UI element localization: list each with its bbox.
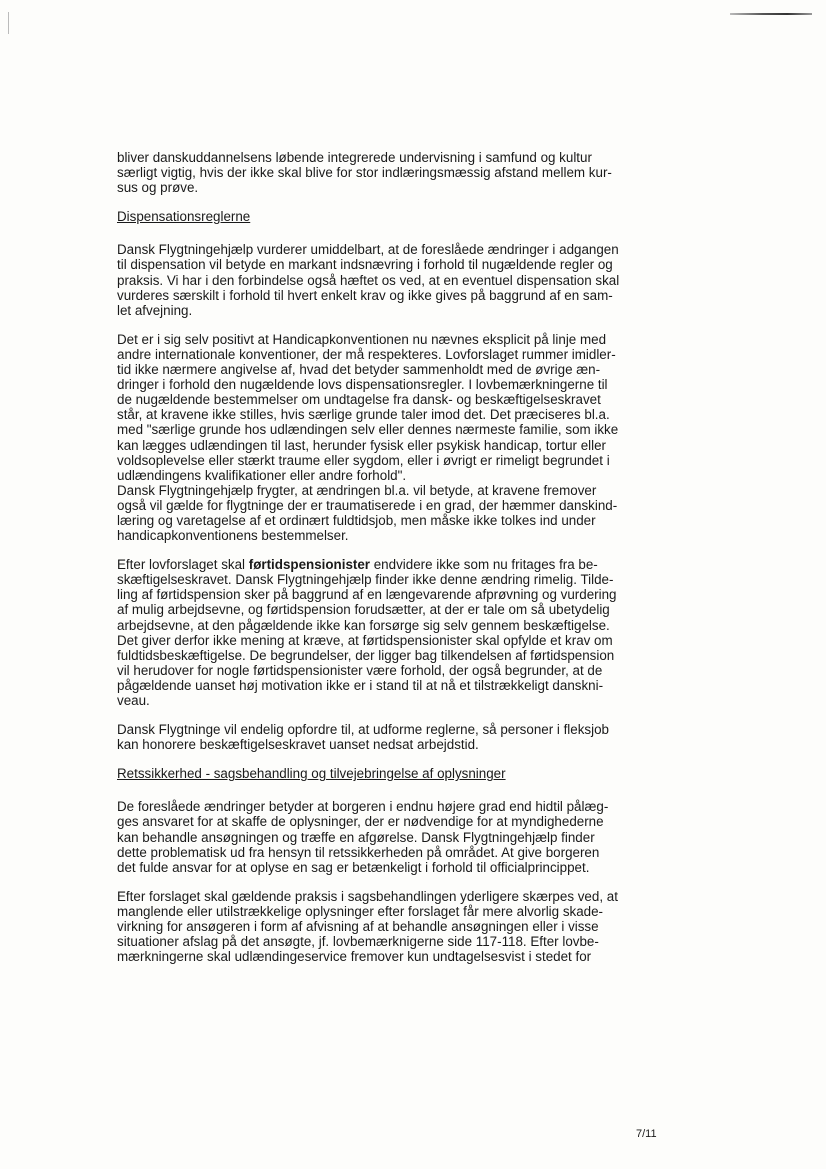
text-line: praksis. Vi har i den forbindelse også hæftet os ved, at en eventuel dispensation skal (117, 272, 620, 288)
text-line: bliver danskuddannelsens løbende integrerede undervisning i samfund og kultur (117, 150, 592, 165)
text-line: handicapkonventionens bestemmelser. (117, 528, 349, 544)
text-line: kan behandle ansøgningen og træffe en afgørelse. Dansk Flygtningehjælp finder (117, 829, 595, 845)
text-line: står, at kravene ikke stilles, hvis særlige grunde taler imod det. Det præciseres bl.a. (117, 407, 610, 423)
scan-artifact-tick (8, 12, 9, 34)
paragraph (117, 557, 662, 708)
text-line: veau. (117, 693, 150, 708)
text-line: tid ikke nærmere angivelse af, hvad det betyder sammenholdt med de øvrige æn- (117, 362, 601, 378)
text-line: dringer i forhold den nugældende lovs dispensationsregler. I lovbemærkningerne til (117, 377, 608, 393)
text-line: kan lægges udlændingen til last, herunder fysisk eller psykisk handicap, tortur eller (117, 437, 607, 453)
text-line: arbejdsevne, at den pågældende ikke kan forsørge sig selv gennem beskæftigelse. (117, 617, 610, 633)
text-line: med "særlige grunde hos udlændingen selv eller dennes nærmeste familie, som ikke (117, 422, 619, 438)
text-line: manglende eller utilstrækkelige oplysninger efter forslaget får mere alvorlig skade- (117, 903, 604, 919)
section-heading: Dispensationsreglerne (117, 209, 251, 225)
text-line: særligt vigtig, hvis der ikke skal blive for stor indlæringsmæssig afstand mellem kur- (117, 165, 612, 181)
text-line: af mulig arbejdsevne, og førtidspension forudsætter, at der er tale om så ubetydelig (117, 602, 610, 618)
text-line: Det giver derfor ikke mening at kræve, at førtidspensionister skal opfylde et krav om (117, 632, 613, 648)
text-line: ling af førtidspension sker på baggrund af en længevarende afprøvning og vurdering (117, 587, 617, 603)
text-line: kan honorere beskæftigelseskravet uanset nedsat arbejdstid. (117, 737, 479, 753)
text-line: fuldtidsbeskæftigelse. De begrundelser, der ligger bag tilkendelsen af førtidspension (117, 647, 615, 663)
text-line: andre internationale konventioner, der må respekteres. Lovforslaget rummer imidler- (117, 346, 616, 362)
text-line: udlændingens kvalifikationer eller andre forhold". (117, 467, 407, 483)
text-line: virkning for ansøgeren i form af afvisning af at behandle ansøgningen eller i visse (117, 919, 599, 935)
paragraph (117, 799, 662, 874)
text-line: situationer afslag på det ansøgte, jf. lovbemærknigerne side 117-118. Efter lovbe- (117, 934, 599, 950)
paragraph (117, 483, 662, 543)
scan-artifact-line (730, 13, 812, 15)
section-heading: Retssikkerhed - sagsbehandling og tilvejebringelse af oplysninger (117, 766, 506, 782)
text-line: også vil gælde for flygtninge der er traumatiserede i en grad, der hæmmer danskind- (117, 497, 618, 513)
text-line: de nugældende bestemmelser om undtagelse fra dansk- og beskæftigelseskravet (117, 392, 601, 408)
document-body (117, 150, 662, 978)
text-line: Det er i sig selv positivt at Handicapkonventionen nu nævnes eksplicit på linje med (117, 331, 607, 347)
text-line: sus og prøve. (117, 180, 199, 196)
text-line: pågældende uanset høj motivation ikke er i stand til at nå et tilstrækkeligt danskni- (117, 677, 604, 693)
text-line: vurderes særskilt i forhold til hvert enkelt krav og ikke gives på baggrund af en sam- (117, 287, 613, 303)
text-line: det fulde ansvar for at oplyse en sag er betænkeligt i forhold til officialprincippet. (117, 859, 590, 875)
text-line: vil herudover for nogle førtidspensionister være forhold, der også begrunder, at de (117, 662, 603, 678)
text-line: skæftigelseskravet. Dansk Flygtningehjælp finder ikke denne ændring rimelig. Tilde- (117, 572, 614, 588)
text-line: til dispensation vil betyde en markant indsnævring i forhold til nugældende regler og (117, 257, 613, 273)
paragraph (117, 722, 662, 752)
text-line: Dansk Flygtningehjælp vurderer umiddelbart, at de foreslåede ændringer i adgangen (117, 242, 619, 258)
text-line: dette problematisk ud fra hensyn til retssikkerheden på området. At give borgeren (117, 844, 600, 860)
text-line: Efter forslaget skal gældende praksis i sagsbehandlingen yderligere skærpes ved, at (117, 888, 618, 904)
text-line: Dansk Flygtninge vil endelig opfordre til, at udforme reglerne, så personer i fleksjob (117, 722, 609, 738)
text-line: Dansk Flygtningehjælp frygter, at ændringen bl.a. vil betyde, at kravene fremover (117, 482, 597, 498)
paragraph (117, 889, 662, 964)
text-line: De foreslåede ændringer betyder at borgeren i endnu højere grad end hidtil pålæg- (117, 799, 609, 815)
text-line: let afvejning. (117, 302, 193, 318)
bold-term: førtidspensionister (248, 557, 371, 573)
text-line: ges ansvaret for at skaffe de oplysninger, der er nødvendige for at myndighederne (117, 814, 604, 830)
text-line: voldsoplevelse eller stærkt traume eller sygdom, eller i øvrigt er rimeligt begrundet i (117, 452, 610, 468)
paragraph (117, 242, 662, 317)
paragraph (117, 150, 662, 195)
page-number: 7/11 (636, 1128, 657, 1140)
text-line: læring og varetagelse af et ordinært fuldtidsjob, men måske ikke tolkes ind under (117, 512, 596, 528)
text-line: Efter lovforslaget skal førtidspensionister endvidere ikke som nu fritages fra be- (117, 557, 598, 573)
text-line: mærkningerne skal udlændingeservice fremover kun undtagelsesvist i stedet for (117, 949, 592, 965)
paragraph (117, 332, 662, 483)
